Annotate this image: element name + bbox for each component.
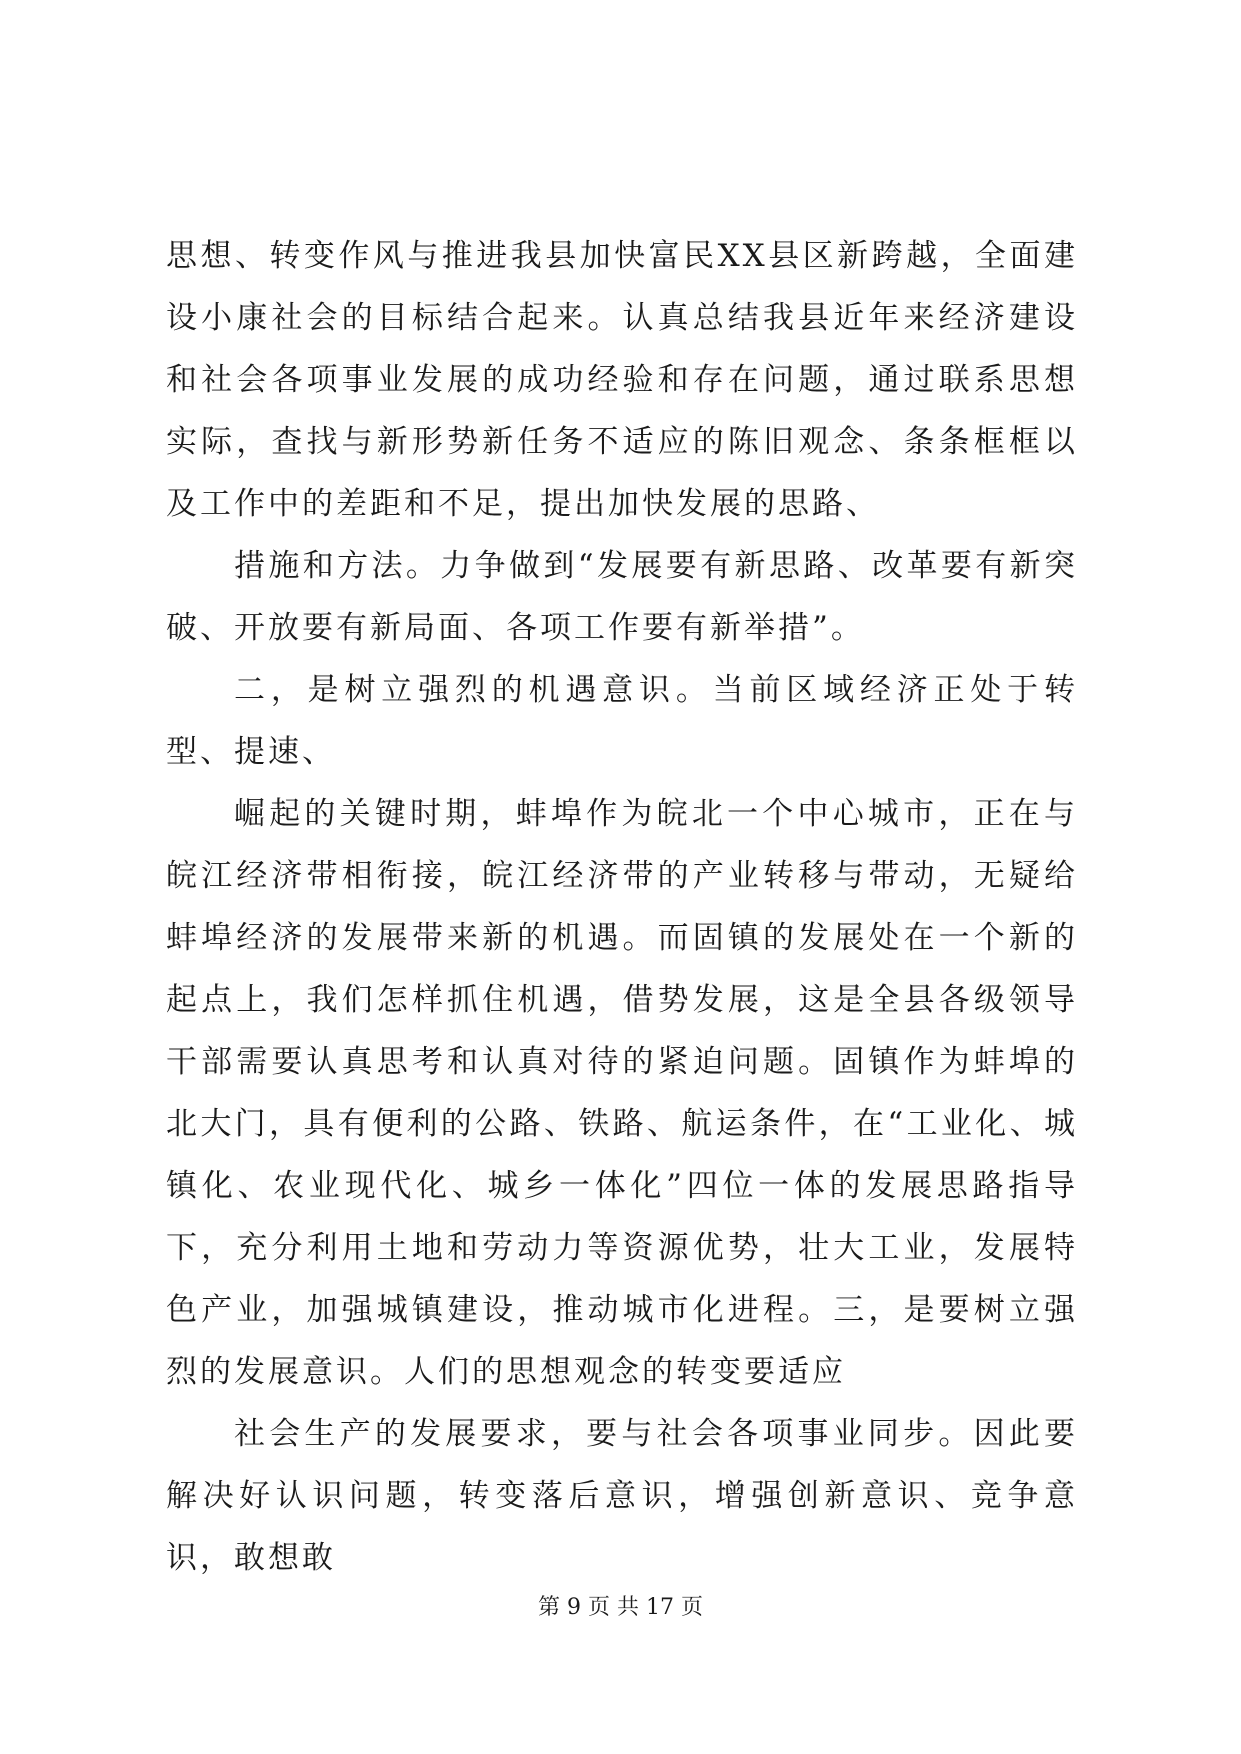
paragraph-2: 措施和方法。力争做到“发展要有新思路、改革要有新突破、开放要有新局面、各项工作要有新举措”。: [166, 548, 1078, 646]
paragraph-4: 崛起的关键时期，蚌埠作为皖北一个中心城市，正在与皖江经济带相衔接，皖江经济带的产业转移与带动，无疑给蚌埠经济的发展带来新的机遇。而固镇的发展处在一个新的起点上，我们怎样抓住机遇，借势发展，这是全县各级领导干部需要认真思考和认真对待的紧迫问题。固镇作为蚌埠的北大门，具有便利的公路、铁路、航运条件，在“工业化、城镇化、农业现代化、城乡一体化”四位一体的发展思路指导下，充分利用土地和劳动力等资源优势，壮大工业，发展特色产业，加强城镇建设，推动城市化进程。三，是要树立强烈的发展意识。人们的思想观念的转变要适应: [166, 796, 1078, 1390]
page-number-footer: 第 9 页 共 17 页: [538, 1595, 703, 1620]
paragraph-5: 社会生产的发展要求，要与社会各项事业同步。因此要解决好认识问题，转变落后意识，增强创新意识、竞争意识，敢想敢: [166, 1416, 1078, 1576]
paragraph-1: 思想、转变作风与推进我县加快富民XX县区新跨越，全面建设小康社会的目标结合起来。认真总结我县近年来经济建设和社会各项事业发展的成功经验和存在问题，通过联系思想实际，查找与新形势新任务不适应的陈旧观念、条条框框以及工作中的差距和不足，提出加快发展的思路、: [166, 238, 1078, 522]
paragraph-3: 二，是树立强烈的机遇意识。当前区域经济正处于转型、提速、: [166, 672, 1078, 770]
document-body: [166, 225, 1078, 1589]
